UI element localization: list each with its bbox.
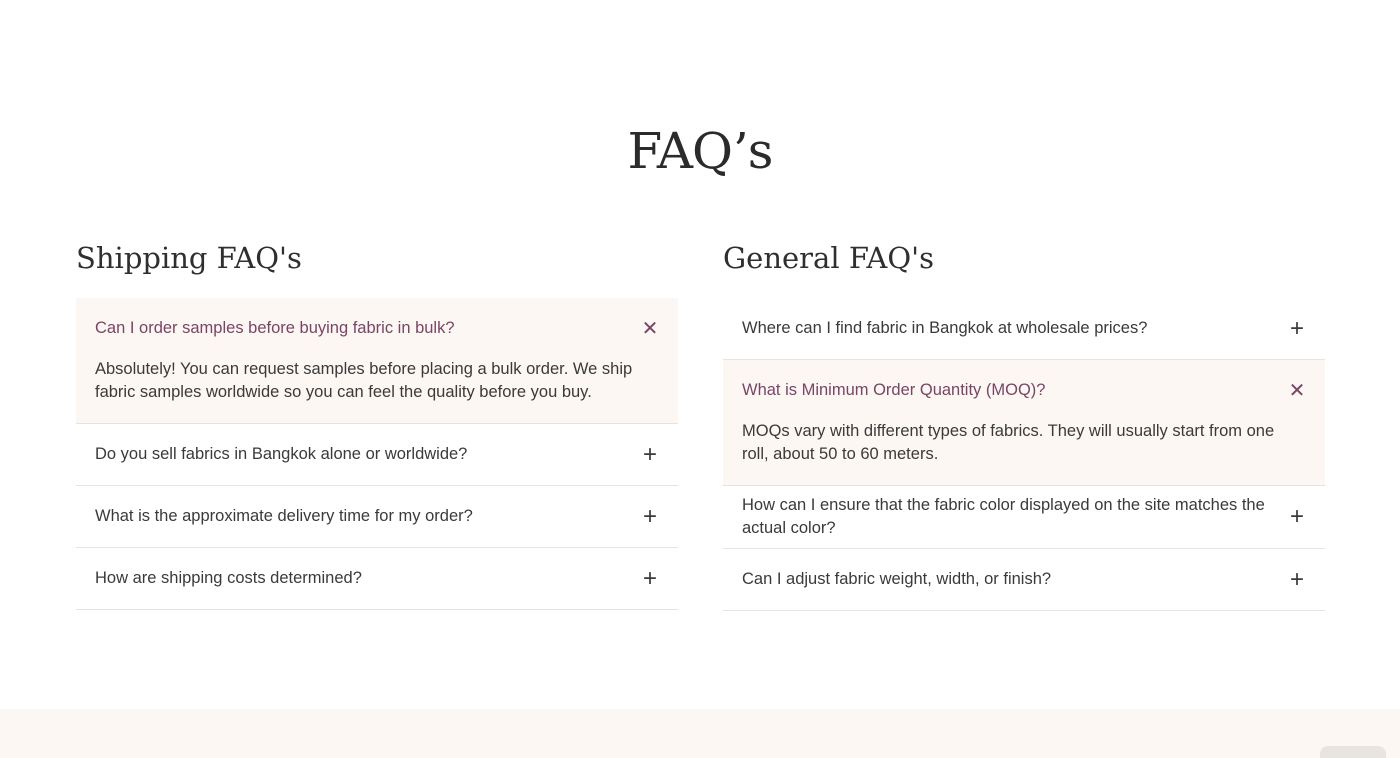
shipping-faq-heading: Shipping FAQ's	[76, 241, 302, 275]
general-faq-list	[723, 298, 1325, 611]
faq-question-toggle[interactable]	[723, 486, 1325, 548]
faq-question-toggle[interactable]	[76, 424, 678, 485]
faq-question: Where can I find fabric in Bangkok at wholesale prices?	[742, 319, 1148, 337]
close-icon[interactable]: ✕	[641, 317, 659, 340]
faq-item	[76, 298, 678, 423]
faq-question: What is Minimum Order Quantity (MOQ)?	[742, 381, 1046, 399]
faq-question: How are shipping costs determined?	[95, 569, 362, 587]
faq-answer: Absolutely! You can request samples before placing a bulk order. We ship fabric samples worldwide so you can feel the quality before you buy.	[95, 360, 633, 401]
faq-item	[723, 359, 1325, 485]
faq-question-toggle[interactable]	[76, 298, 678, 359]
faq-question-toggle[interactable]	[76, 548, 678, 609]
faq-item	[723, 485, 1325, 548]
faq-question: Can I order samples before buying fabric in bulk?	[95, 319, 455, 337]
plus-icon[interactable]: +	[1289, 503, 1304, 530]
shipping-faq-list	[76, 298, 678, 610]
faq-question-toggle[interactable]	[723, 298, 1325, 359]
page-title: FAQ’s	[627, 122, 773, 180]
general-faq-heading: General FAQ's	[723, 241, 934, 275]
faq-item	[723, 298, 1325, 359]
plus-icon[interactable]: +	[642, 440, 657, 468]
faq-question-toggle[interactable]	[76, 486, 678, 547]
general-faq-section	[723, 238, 1325, 611]
shipping-faq-section	[76, 238, 678, 610]
faq-question-toggle[interactable]	[723, 360, 1325, 421]
plus-icon[interactable]: +	[1289, 565, 1304, 593]
footer-band	[0, 709, 1400, 758]
plus-icon[interactable]: +	[1289, 314, 1304, 342]
faq-question: Can I adjust fabric weight, width, or finish?	[742, 570, 1052, 588]
plus-icon[interactable]: +	[642, 564, 657, 592]
faq-item	[76, 423, 678, 485]
faq-answer: MOQs vary with different types of fabrics. They will usually start from one roll, about 50 to 60 meters.	[742, 422, 1275, 463]
faq-question-toggle[interactable]	[723, 549, 1325, 610]
close-icon[interactable]: ✕	[1288, 379, 1306, 402]
faq-item	[76, 485, 678, 547]
faq-question: Do you sell fabrics in Bangkok alone or worldwide?	[95, 445, 468, 463]
faq-item	[76, 547, 678, 609]
faq-item	[723, 548, 1325, 610]
faq-question: What is the approximate delivery time for my order?	[95, 507, 473, 525]
floating-widget-tab[interactable]	[1320, 746, 1386, 758]
plus-icon[interactable]: +	[642, 502, 657, 530]
faq-question: How can I ensure that the fabric color displayed on the site matches the actual color?	[742, 496, 1265, 537]
